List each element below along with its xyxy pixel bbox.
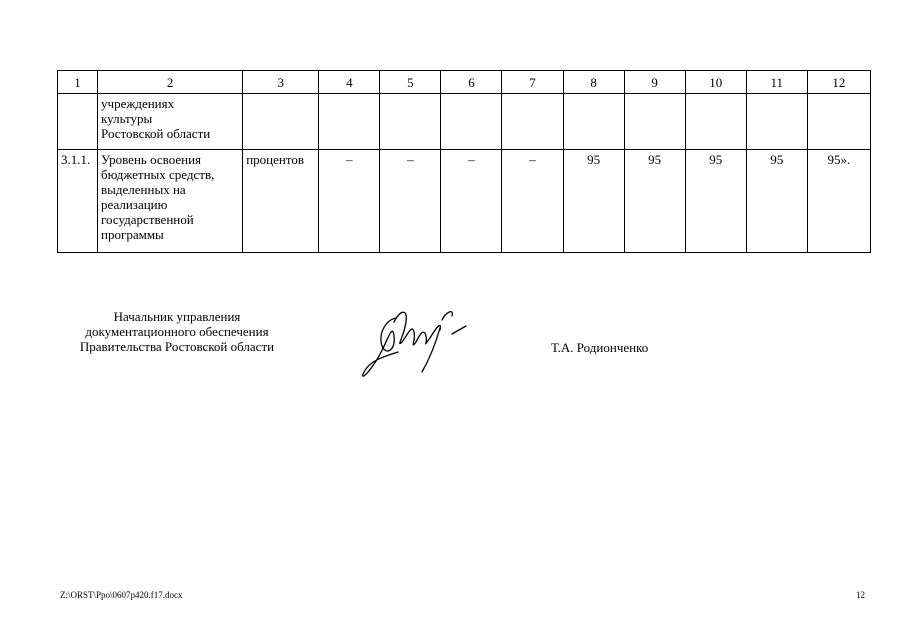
cell-value: 95: [624, 150, 685, 253]
column-number: 1: [58, 71, 98, 94]
footer-file-path: Z:\ORST\Ppo\0607p420.f17.docx: [60, 590, 183, 600]
indicators-table: [57, 70, 871, 253]
signer-title-line: Правительства Ростовской области: [79, 339, 275, 354]
handwritten-signature: [356, 298, 472, 384]
cell-value: [502, 94, 563, 150]
column-number: 11: [746, 71, 807, 94]
cell-value: –: [502, 150, 563, 253]
page-number: 12: [856, 590, 865, 600]
signer-title: [57, 309, 297, 354]
cell-value: [685, 94, 746, 150]
cell-index: [58, 94, 98, 150]
cell-value: [807, 94, 870, 150]
column-number: 7: [502, 71, 563, 94]
column-number: 10: [685, 71, 746, 94]
cell-value: 95».: [807, 150, 870, 253]
cell-value: [746, 94, 807, 150]
indicator-text-line: культуры: [101, 111, 153, 126]
table-header-row: [58, 71, 871, 94]
column-number: 12: [807, 71, 870, 94]
cell-value: 95: [685, 150, 746, 253]
cell-indicator-name: [98, 94, 243, 150]
column-number: 9: [624, 71, 685, 94]
cell-value: –: [380, 150, 441, 253]
cell-value: –: [319, 150, 380, 253]
cell-indicator-name: [98, 150, 243, 253]
cell-value: [624, 94, 685, 150]
indicator-text-line: государственной: [101, 212, 194, 227]
indicator-text-line: Ростовской области: [101, 126, 211, 141]
signer-title-line: Начальник управления: [113, 309, 241, 324]
cell-value: [380, 94, 441, 150]
indicator-text-line: программы: [101, 227, 164, 242]
cell-unit: [243, 94, 319, 150]
table-row: [58, 94, 871, 150]
column-number: 5: [380, 71, 441, 94]
cell-value: [441, 94, 502, 150]
signer-name: Т.А. Родионченко: [551, 340, 649, 355]
column-number: 4: [319, 71, 380, 94]
indicator-text-line: бюджетных средств,: [101, 167, 215, 182]
cell-unit: процентов: [243, 150, 319, 253]
indicator-text-line: выделенных на: [101, 182, 186, 197]
cell-value: [319, 94, 380, 150]
cell-value: 95: [746, 150, 807, 253]
column-number: 6: [441, 71, 502, 94]
indicator-text-line: учреждениях: [101, 96, 175, 111]
table-row: [58, 150, 871, 253]
column-number: 2: [98, 71, 243, 94]
cell-value: –: [441, 150, 502, 253]
signer-title-line: документационного обеспечения: [85, 324, 269, 339]
indicator-text-line: реализацию: [101, 197, 168, 212]
column-number: 8: [563, 71, 624, 94]
cell-value: 95: [563, 150, 624, 253]
indicator-text-line: Уровень освоения: [101, 152, 202, 167]
cell-index: 3.1.1.: [58, 150, 98, 253]
cell-value: [563, 94, 624, 150]
column-number: 3: [243, 71, 319, 94]
